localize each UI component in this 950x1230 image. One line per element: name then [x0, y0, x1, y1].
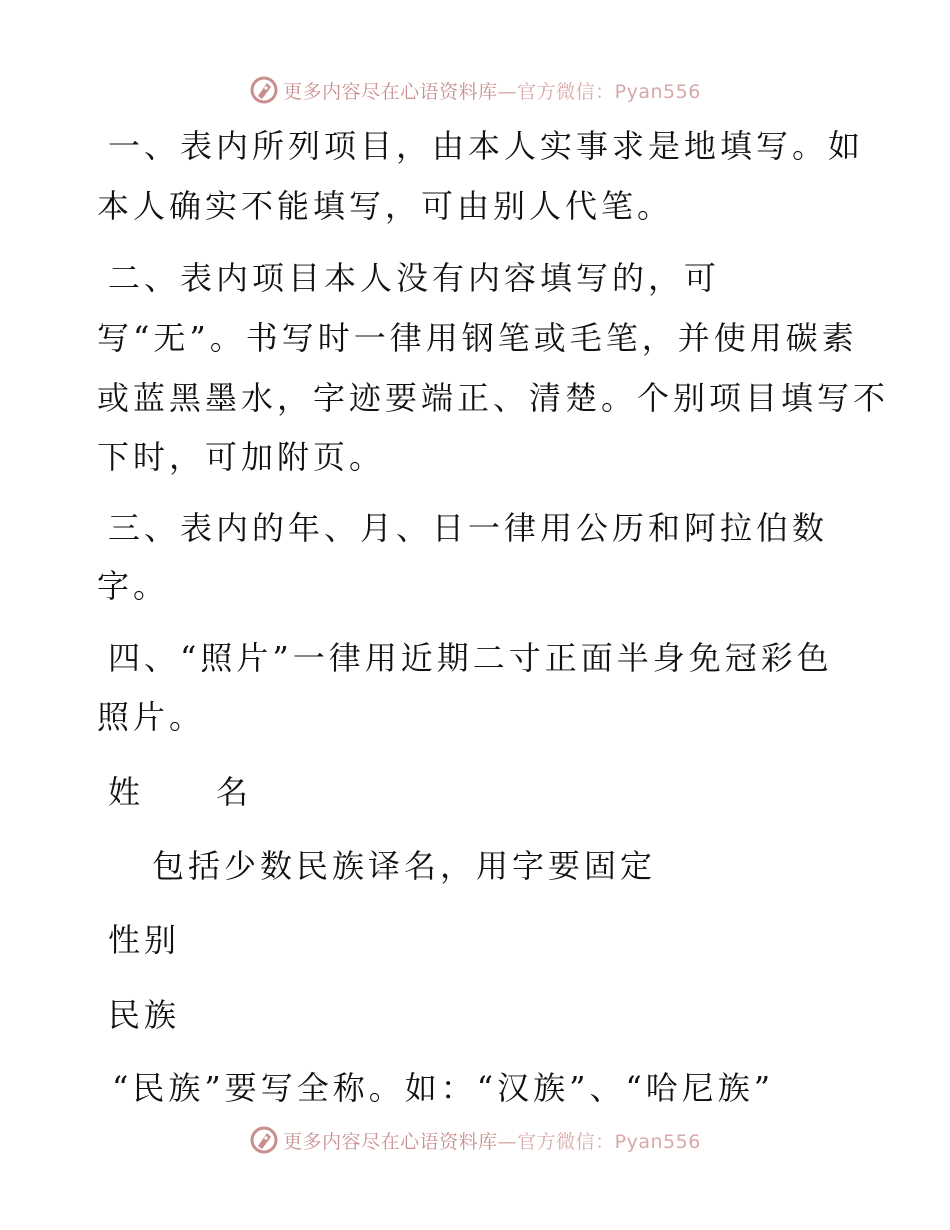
field-desc-ethnicity: “民族”要写全称。如：“汉族”、“哈尼族”: [112, 1069, 775, 1107]
paragraph-2-line-2: 写“无”。书写时一律用钢笔或毛笔，并使用碳素: [97, 319, 858, 357]
field-label-ethnicity: 民族: [108, 996, 181, 1034]
watermark-text: 更多内容尽在心语资料库—官方微信：Pyan556: [283, 80, 701, 103]
paragraph-2-line-1: 二、表内项目本人没有内容填写的，可: [108, 259, 721, 297]
paragraph-2-line-3: 或蓝黑墨水，字迹要端正、清楚。个别项目填写不: [97, 379, 890, 417]
paragraph-3-line-2: 字。: [97, 567, 170, 605]
field-label-gender: 性别: [108, 921, 181, 959]
paragraph-3-line-1: 三、表内的年、月、日一律用公历和阿拉伯数: [108, 509, 829, 547]
paragraph-1-line-1: 一、表内所列项目，由本人实事求是地填写。如: [108, 127, 865, 165]
paragraph-1-line-2: 本人确实不能填写，可由别人代笔。: [97, 187, 674, 225]
watermark-banner-top: [0, 70, 950, 110]
paragraph-4-line-2: 照片。: [97, 698, 206, 736]
watermark-text: 更多内容尽在心语资料库—官方微信：Pyan556: [283, 1130, 701, 1153]
watermark-banner-bottom: [0, 1120, 950, 1160]
field-desc-name: 包括少数民族译名，用字要固定: [152, 847, 657, 885]
paragraph-4-line-1: 四、“照片”一律用近期二寸正面半身免冠彩色: [108, 639, 833, 677]
field-label-name: 姓 名: [108, 773, 253, 811]
paragraph-2-line-4: 下时，可加附页。: [97, 438, 386, 476]
pen-nib-logo-icon: [249, 1125, 279, 1155]
pen-nib-logo-icon: [249, 75, 279, 105]
